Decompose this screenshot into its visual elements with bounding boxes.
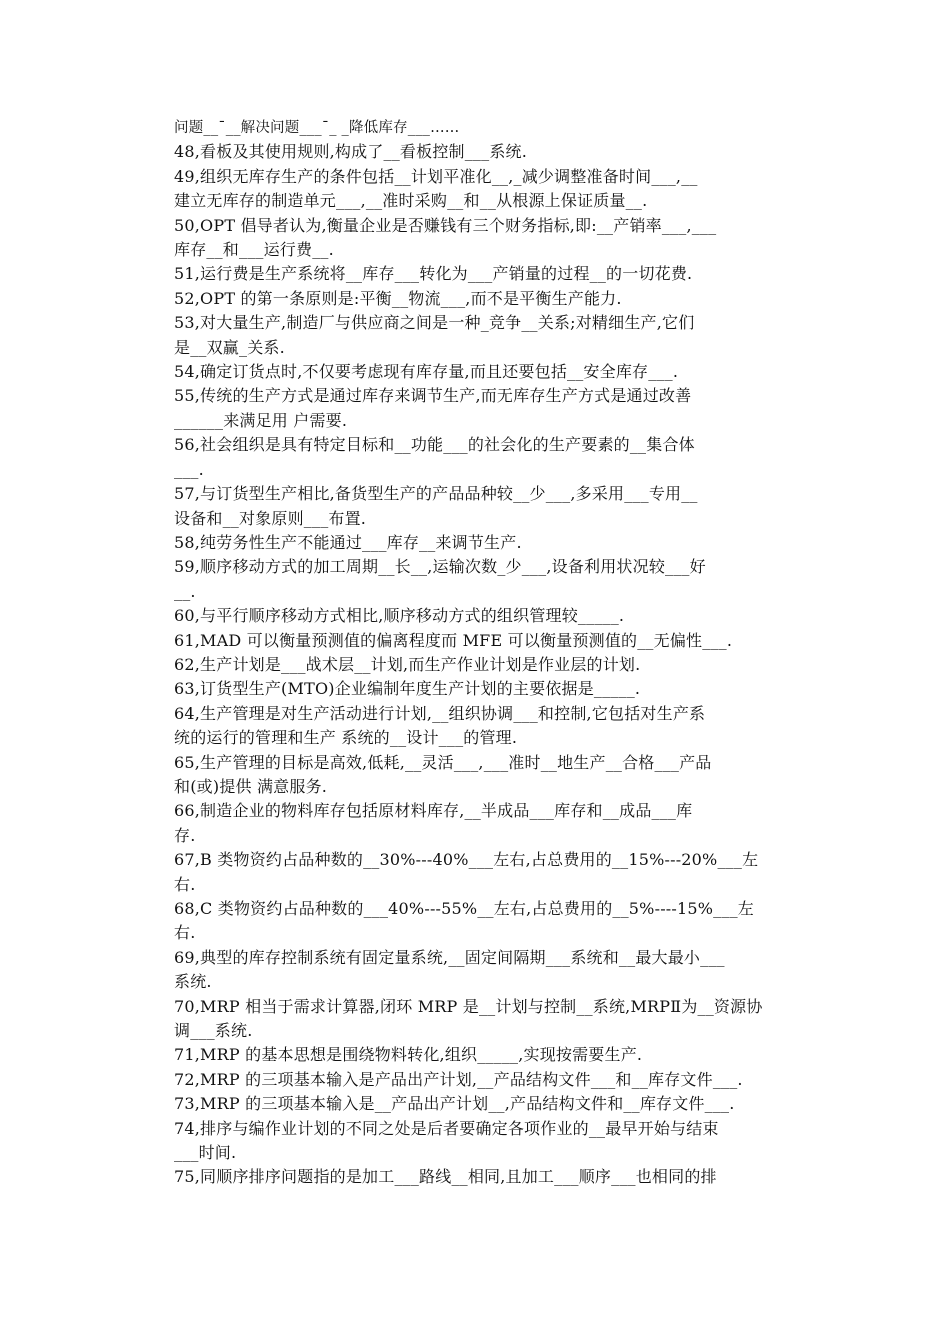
- text-line: 66,制造企业的物料库存包括原材料库存,__半成品___库存和__成品___库: [174, 801, 693, 821]
- text-line: 63,订货型生产(MTO)企业编制年度生产计划的主要依据是_____.: [174, 679, 641, 699]
- text-line: 48,看板及其使用规则,构成了__看板控制___系统.: [174, 142, 528, 162]
- text-line: 72,MRP 的三项基本输入是产品出产计划,__产品结构文件___和__库存文件___.: [174, 1069, 743, 1089]
- text-line: 74,排序与编作业计划的不同之处是后者要确定各项作业的__最早开始与结束: [174, 1118, 719, 1138]
- text-line: 右.: [174, 874, 196, 894]
- text-line: 调___系统.: [174, 1021, 253, 1041]
- text-line: 49,组织无库存生产的条件包括__计划平准化__,_减少调整准备时间___,__: [174, 166, 698, 186]
- text-line: 52,OPT 的第一条原则是:平衡__物流___,而不是平衡生产能力.: [174, 288, 622, 308]
- text-line: 62,生产计划是___战术层__计划,而生产作业计划是作业层的计划.: [174, 654, 641, 674]
- text-line: 统的运行的管理和生产 系统的__设计___的管理.: [174, 728, 518, 748]
- text-line: 64,生产管理是对生产活动进行计划,__组织协调___和控制,它包括对生产系: [174, 703, 706, 723]
- text-line: 50,OPT 倡导者认为,衡量企业是否赚钱有三个财务指标,即:__产销率___,___: [174, 215, 717, 235]
- text-line: 73,MRP 的三项基本输入是__产品出产计划__,产品结构文件和__库存文件___.: [174, 1094, 735, 1114]
- text-line: 70,MRP 相当于需求计算器,闭环 MRP 是__计划与控制__系统,MRPⅡ为__资源协: [174, 996, 763, 1016]
- text-line: 系统.: [174, 972, 212, 992]
- text-line: 61,MAD 可以衡量预测值的偏离程度而 MFE 可以衡量预测值的__无偏性___.: [174, 630, 733, 650]
- text-line: 59,顺序移动方式的加工周期__长__,运输次数_少___,设备利用状况较___好: [174, 557, 706, 577]
- text-line: 是__双赢_关系.: [174, 337, 285, 357]
- text-line: 60,与平行顺序移动方式相比,顺序移动方式的组织管理较_____.: [174, 606, 625, 626]
- text-line: 存.: [174, 825, 196, 845]
- text-line: 和(或)提供 满意服务.: [174, 776, 328, 796]
- text-line: 建立无库存的制造单元___,__准时采购__和__从根源上保证质量__.: [174, 191, 648, 211]
- text-line: 右.: [174, 923, 196, 943]
- text-line: 65,生产管理的目标是高效,低耗,__灵活___,___准时__地生产__合格___产品: [174, 752, 712, 772]
- text-line: __.: [174, 581, 196, 601]
- text-line: 53,对大量生产,制造厂与供应商之间是一种_竞争__关系;对精细生产,它们: [174, 313, 695, 333]
- text-line: 69,典型的库存控制系统有固定量系统,__固定间隔期___系统和__最大最小___: [174, 947, 725, 967]
- text-line: 设备和__对象原则___布置.: [174, 508, 367, 528]
- text-line: 67,B 类物资约占品种数的__30%---40%___左右,占总费用的__15%---20%___左: [174, 850, 759, 870]
- text-line: ___.: [174, 459, 204, 479]
- text-line: 54,确定订货点时,不仅要考虑现有库存量,而且还要包括__安全库存___.: [174, 362, 679, 382]
- text-line: 库存__和___运行费__.: [174, 240, 334, 260]
- text-line: 57,与订货型生产相比,备货型生产的产品品种较__少___,多采用___专用__: [174, 484, 698, 504]
- text-line: 51,运行费是生产系统将__库存___转化为___产销量的过程__的一切花费.: [174, 264, 693, 284]
- text-line: 68,C 类物资约占品种数的___40%---55%__左右,占总费用的__5%----15%___左: [174, 899, 754, 918]
- text-line: 56,社会组织是具有特定目标和__功能___的社会化的生产要素的__集合体: [174, 435, 695, 455]
- text-line: 55,传统的生产方式是通过库存来调节生产,而无库存生产方式是通过改善: [174, 386, 692, 406]
- text-line: ___时间.: [174, 1143, 237, 1163]
- document-page: [174, 116, 814, 1190]
- text-line: 75,同顺序排序问题指的是加工___路线__相同,且加工___顺序___也相同的排: [174, 1167, 717, 1187]
- text-line: 71,MRP 的基本思想是围绕物料转化,组织_____,实现按需要生产.: [174, 1045, 643, 1065]
- text-line: 58,纯劳务性生产不能通过___库存__来调节生产.: [174, 532, 522, 552]
- text-line: ______来满足用 户需要.: [174, 410, 348, 430]
- text-line: 问题__ˉ__解决问题___ˉ_ _降低库存___……: [174, 120, 460, 136]
